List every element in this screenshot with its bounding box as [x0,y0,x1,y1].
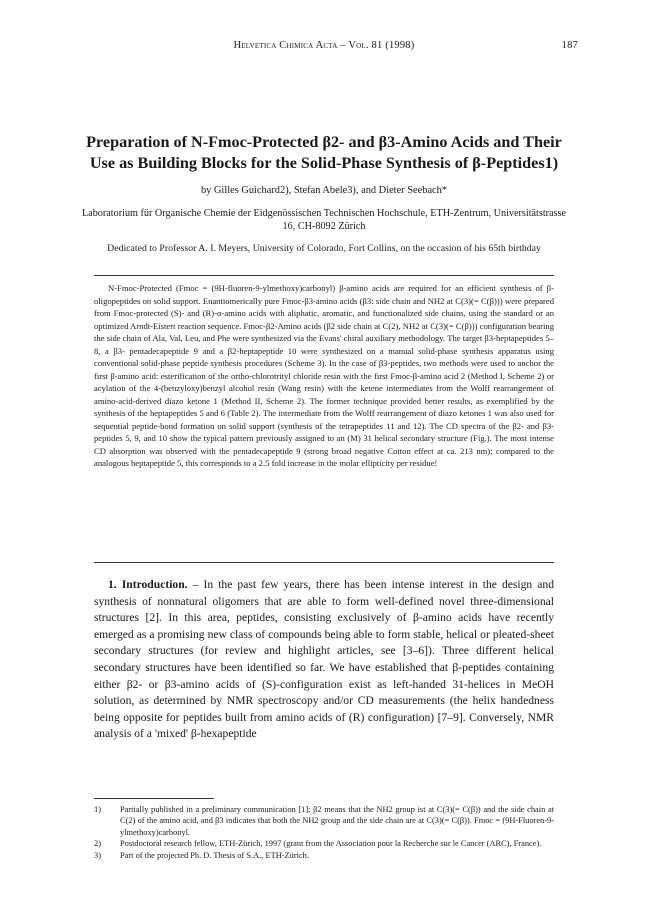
footnote-text: Postdoctoral research fellow, ETH-Zürich, 1997 (grant from the Association pour la Recherche sur le Cancer (ARC), France). [120,839,542,849]
footnote-separator [94,798,214,799]
footnote [94,804,554,838]
abstract-top-rule [94,275,554,276]
journal-name: Helvetica Chimica Acta – Vol. 81 (1998) [233,40,415,51]
footnote-mark: 2) [94,839,101,849]
page-number: 187 [561,40,578,51]
article-title: Preparation of N-Fmoc-Protected β2- and β3-Amino Acids and Their Use as Building Blocks for the Solid-Phase Synthesis of β-Peptides1) [86,133,562,172]
abstract: N-Fmoc-Protected (Fmoc = (9H-fluoren-9-ylmethoxy)carbonyl) β-amino acids are required for an efficient synthesis of β-oligopeptides on solid support. Enantiomerically pure Fmoc-β3-amino acids (β3: side chain and NH2 at C(3)(= C(β))) were prepared from Fmoc-protected (S)- and (R)-α-amino acids with aliphatic, aromatic, and functionalized side chains, using the standard or an optimized Arndt-Eistert reaction sequence. Fmoc-β2-Amino acids (β2 side chain at C(2), NH2 at C(3)(= C(β))) configuration bearing the side chain of Ala, Val, Leu, and Phe were synthesized via the Evans' chiral auxiliary methodology. The target β3-heptapeptides 5–8, a β3- pentadecapeptide 9 and a β2-heptapeptide 10 were synthesized on a manual solid-phase synthesis apparatus using conventional solid-phase peptide synthesis procedures (Scheme 3). In the case of β3-peptides, two methods were used to anchor the first β-amino acid: esterification of the ortho-chlorotrityl chloride resin with the first Fmoc-β-amino acid 2 (Method I, Scheme 2) or acylation of the 4-(benzyloxy)benzyl alcohol resin (Wang resin) with the ketene intermediates from the Wolff rearrangement of amino-acid-derived diazo ketone 1 (Method II, Scheme 2). The former technique provided better results, as exemplified by the synthesis of the heptapeptides 5 and 6 (Table 2). The intermediate from the Wolff rearrangement of diazo ketones 1 was also used for sequential peptide-bond formation on solid support (synthesis of the tetrapeptides 11 and 12). The CD spectra of the β2- and β3-peptides 5, 9, and 10 show the typical pattern previously assigned to an (M) 31 helical secondary structure (Fig.). The most intense CD absorption was observed with the pentadecapeptide 9 (strong broad negative Cotton effect at ca. 213 nm); compared to the analogous heptapeptide 5, this corresponds to a 2.5 fold increase in the molar ellipticity per residue! [94,283,554,468]
dedication: Dedicated to Professor A. I. Meyers, University of Colorado, Fort Collins, on the occasion of his 65th birthday [107,243,541,254]
introduction-text: – In the past few years, there has been intense interest in the design and synthesis of nonnatural oligomers that are able to form well-defined novel three-dimensional structures [2]. In this area, peptides, consisting exclusively of β-amino acids have recently emerged as a promising new class of compounds being able to form stable, helical or pleated-sheet secondary structures (for review and highlight articles, see [3–6]). Three different helical secondary structures have been identified so far. We have established that β-peptides containing either β2- or β3-amino acids of (S)-configuration exist as left-handed 31-helices in MeOH solution, as determined by NMR spectroscopy and/or CD measurements (the helix handedness being opposite for peptides built from amino acids of (R) configuration) [7–9]. Conversely, NMR analysis of a 'mixed' β-hexapeptide [94,578,555,741]
footnote-mark: 1) [94,805,101,814]
section-heading: 1. Introduction. [108,578,188,591]
footnote [94,850,554,861]
footnote-mark: 3) [94,850,101,860]
abstract-bottom-rule [94,562,554,563]
author-list: by Gilles Guichard2), Stefan Abele3), and Dieter Seebach* [200,185,448,196]
running-head [70,40,578,54]
footnote [94,838,554,849]
footnotes [94,804,554,861]
affiliation: Laboratorium für Organische Chemie der Eidgenössischen Technischen Hochschule, ETH-Zentrum, Universitätstrasse 16, CH-8092 Zürich [81,208,567,232]
introduction-paragraph [94,577,554,743]
footnote-text: Partially published in a preliminary communication [1]; β2 means that the NH2 group ist at C(3)(= C(β)) and the side chain at C(2) of the amino acid, and β3 indicates that both the NH2 group and the side chain are at C(3)(= C(β)). Fmoc = (9H-Fluoren-9-ylmethoxy)carbonyl. [120,805,554,837]
footnote-text: Part of the projected Ph. D. Thesis of S.A., ETH-Zürich. [120,850,309,860]
